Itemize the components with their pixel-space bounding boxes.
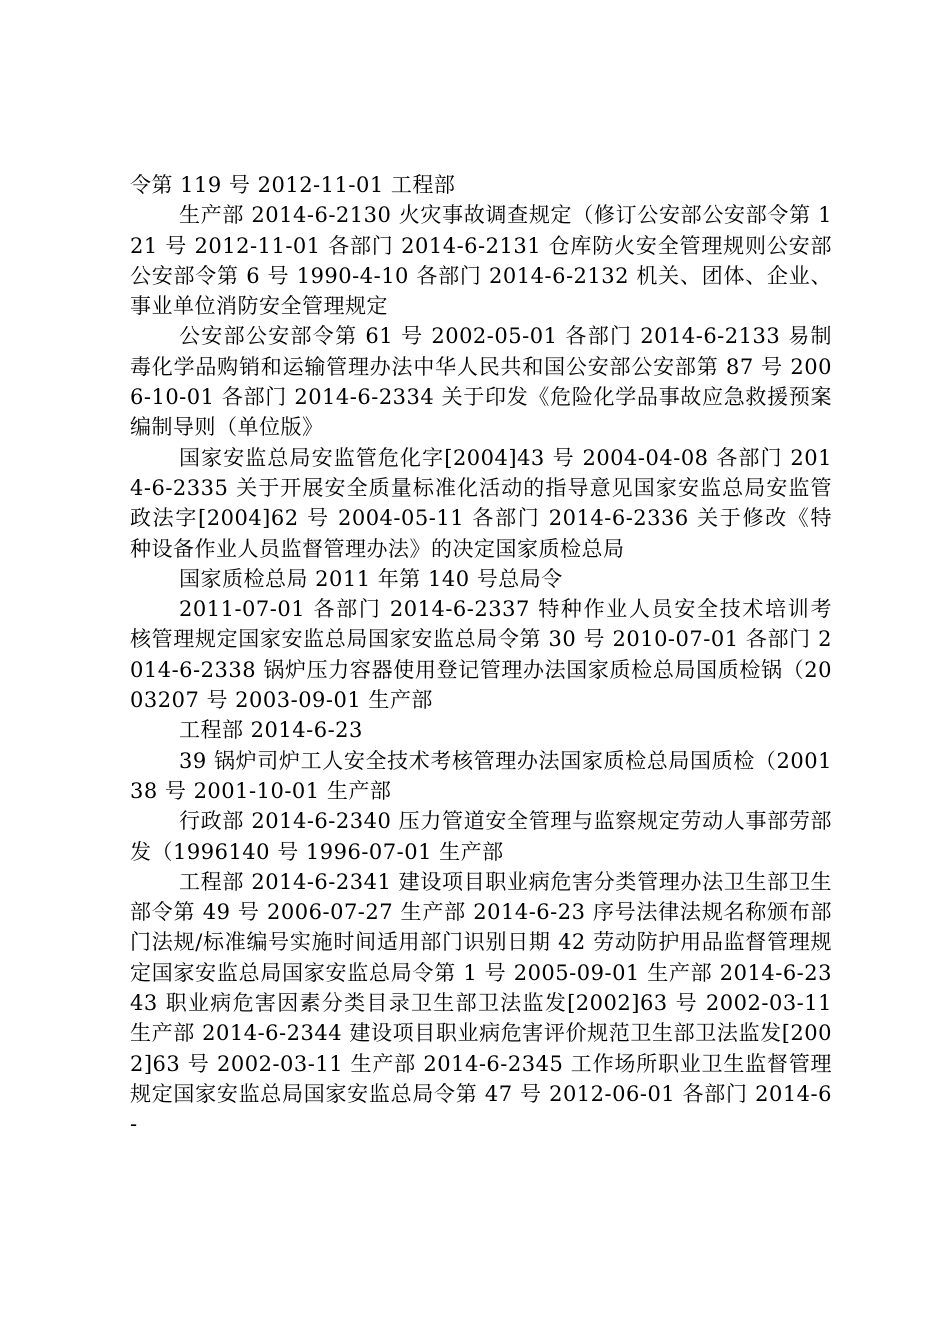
paragraph-7: 工程部 2014-6-23 [179,718,363,743]
paragraph-2: 生产部 2014-6-2130 火灾事故调查规定（修订公安部公安部令第 121 号 2012-11-01 各部门 2014-6-2131 仓库防火安全管理规则公安部公安部令第 6 号 1990-4-10 各部门 2014-6-2132 机关、团体、企业、事业单位消防安全管理规定 [130,203,832,319]
document-body [130,170,832,1140]
paragraph-10: 工程部 2014-6-2341 建设项目职业病危害分类管理办法卫生部卫生部令第 49 号 2006-07-27 生产部 2014-6-23 序号法律法规名称颁布部门法规/标准编号实施时间适用部门识别日期 42 劳动防护用品监督管理规定国家安监总局国家安监总局令第 1 号 2005-09-01 生产部 2014-6-2343 职业病危害因素分类目录卫生部卫法监发[2002]63 号 2002-03-11 生产部 2014-6-2344 建设项目职业病危害评价规范卫生部卫法监发[2002]63 号 2002-03-11 生产部 2014-6-2345 工作场所职业卫生监督管理规定国家安监总局国家安监总局令第 47 号 2012-06-01 各部门 2014-6- [130,869,832,1137]
paragraph-1: 令第 119 号 2012-11-01 工程部 [130,173,456,197]
paragraph-5: 国家质检总局 2011 年第 140 号总局令 [179,566,563,591]
paragraph-8: 39 锅炉司炉工人安全技术考核管理办法国家质检总局国质检（200138 号 2001-10-01 生产部 [130,748,832,803]
paragraph-9: 行政部 2014-6-2340 压力管道安全管理与监察规定劳动人事部劳部发（1996140 号 1996-07-01 生产部 [130,809,832,864]
paragraph-3: 公安部公安部令第 61 号 2002-05-01 各部门 2014-6-2133 易制毒化学品购销和运输管理办法中华人民共和国公安部公安部第 87 号 2006-10-01 各部门 2014-6-2334 关于印发《危险化学品事故应急救援预案编制导则（单位版》 [130,324,832,440]
paragraph-6: 2011-07-01 各部门 2014-6-2337 特种作业人员安全技术培训考核管理规定国家安监总局国家安监总局令第 30 号 2010-07-01 各部门 2014-6-2338 锅炉压力容器使用登记管理办法国家质检总局国质检锅（2003207 号 2003-09-01 生产部 [130,597,832,713]
paragraph-4: 国家安监总局安监管危化字[2004]43 号 2004-04-08 各部门 2014-6-2335 关于开展安全质量标准化活动的指导意见国家安监总局安监管政法字[2004]62 号 2004-05-11 各部门 2014-6-2336 关于修改《特种设备作业人员监督管理办法》的决定国家质检总局 [130,445,832,561]
